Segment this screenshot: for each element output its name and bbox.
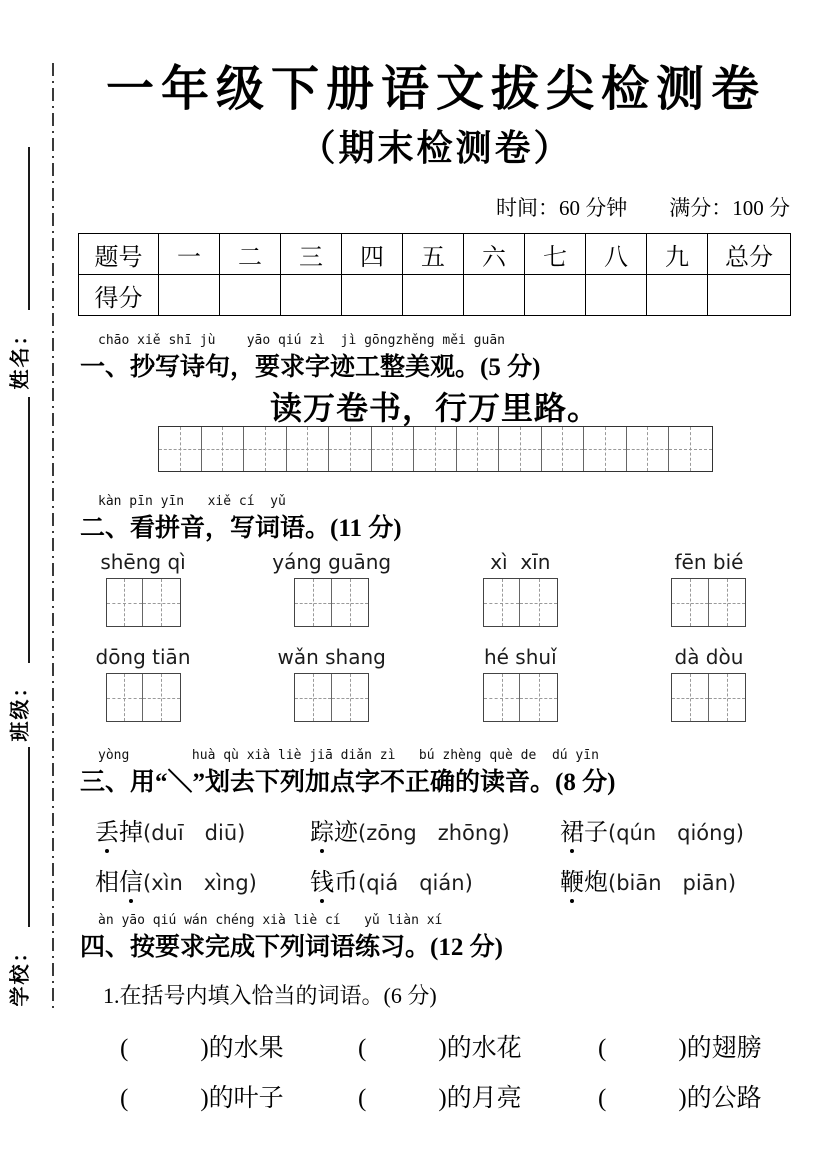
- score-header-cell: 四: [342, 234, 403, 275]
- paren-open: (: [358, 1035, 367, 1062]
- score-cell: [464, 275, 525, 316]
- pinyin-word-row-1: [100, 550, 747, 627]
- score-table-header-row: [79, 234, 791, 275]
- tianzi-cell: [709, 674, 746, 721]
- pinyin-writebox: [483, 578, 558, 627]
- fill-blank-item: [598, 1028, 762, 1064]
- tianzi-cell: [542, 427, 585, 471]
- pinyin-writebox: [106, 578, 181, 627]
- dotted-character: 丢: [95, 812, 119, 847]
- dotted-character: 钱: [310, 862, 334, 897]
- tianzi-cell: [287, 427, 330, 471]
- score-cell: [647, 275, 708, 316]
- pinyin-word-column: [482, 645, 558, 722]
- tianzi-cell: [295, 579, 332, 626]
- reading-choice-row-2: [95, 862, 775, 896]
- dotted-character: 信: [119, 862, 143, 897]
- word-post: 迹: [334, 820, 358, 846]
- reading-choice-item: [310, 862, 473, 897]
- reading-choice-item: [560, 812, 744, 847]
- pinyin-word-column: [272, 550, 392, 627]
- score-header-cell: 三: [281, 234, 342, 275]
- score-header-cell: 五: [403, 234, 464, 275]
- word-reading: (duī diū): [143, 821, 246, 845]
- fill-blank-item: [358, 1028, 522, 1064]
- tianzi-cell: [672, 674, 709, 721]
- tianzi-cell: [143, 579, 180, 626]
- score-cell: [586, 275, 647, 316]
- score-header-cell: 一: [159, 234, 220, 275]
- fill-label: 的翅膀: [686, 1035, 762, 1062]
- pinyin-word-column: [277, 645, 386, 722]
- section-4-subtask-1: 1.在括号内填入恰当的词语。(6 分): [103, 983, 437, 1008]
- score-cell: [281, 275, 342, 316]
- tianzi-cell: [520, 674, 557, 721]
- page-subtitle: （期末检测卷）: [299, 127, 573, 168]
- word-reading: (xìn xìng): [143, 871, 257, 895]
- fill-label: 的公路: [686, 1085, 762, 1112]
- pinyin-word: dà dòu: [674, 645, 744, 669]
- score-header-cell: 六: [464, 234, 525, 275]
- copy-writing-grid: [158, 426, 713, 472]
- fill-blank-item: [120, 1028, 284, 1064]
- word-post: 子: [584, 820, 608, 846]
- tianzi-cell: [414, 427, 457, 471]
- score-table-score-row: [79, 275, 791, 316]
- reading-choice-row-1: [95, 812, 775, 846]
- section-1-heading: 一、抄写诗句，要求字迹工整美观。(5 分): [80, 354, 541, 381]
- tianzi-cell: [709, 579, 746, 626]
- class-blank-line: [28, 397, 30, 663]
- pinyin-writebox: [671, 673, 746, 722]
- dotted-character: 鞭: [560, 862, 584, 897]
- score-cell: [342, 275, 403, 316]
- word-post: 掉: [119, 820, 143, 846]
- tianzi-cell: [484, 674, 521, 721]
- tianzi-cell: [669, 427, 712, 471]
- tianzi-cell: [295, 674, 332, 721]
- reading-choice-item: [95, 862, 257, 897]
- pinyin-word: xì xīn: [490, 550, 551, 574]
- tianzi-cell: [107, 674, 144, 721]
- tianzi-cell: [143, 674, 180, 721]
- word-pre: 相: [95, 870, 119, 896]
- section-2-pinyin: kàn pīn yīn xiě cí yǔ: [98, 494, 286, 509]
- pinyin-word: shēng qì: [100, 550, 186, 574]
- fill-blank-row-1: [120, 1028, 800, 1062]
- section-3-pinyin: yòng huà qù xià liè jiā diǎn zì bú zhèng què de dú yīn: [98, 748, 599, 763]
- paren-open: (: [120, 1035, 129, 1062]
- score-table: [78, 233, 791, 316]
- score-cell: [403, 275, 464, 316]
- tianzi-cell: [244, 427, 287, 471]
- word-reading: (biān piān): [608, 871, 737, 895]
- score-header-cell: 题号: [79, 234, 159, 275]
- pinyin-word: hé shuǐ: [483, 645, 557, 669]
- tianzi-cell: [499, 427, 542, 471]
- score-header-cell: 二: [220, 234, 281, 275]
- tianzi-cell: [332, 579, 369, 626]
- school-label: 学校：: [9, 940, 32, 1007]
- pinyin-word-column: [100, 550, 186, 627]
- tianzi-cell: [107, 579, 144, 626]
- section-4-heading: 四、按要求完成下列词语练习。(12 分): [80, 934, 503, 961]
- score-cell: [525, 275, 586, 316]
- section-2-heading: 二、看拼音，写词语。(11 分): [80, 515, 402, 542]
- fill-label: 的叶子: [208, 1085, 284, 1112]
- section-4-pinyin: àn yāo qiú wán chéng xià liè cí yǔ liàn xí: [98, 913, 443, 928]
- pinyin-writebox: [671, 578, 746, 627]
- pinyin-writebox: [483, 673, 558, 722]
- school-blank-line: [28, 747, 30, 927]
- fill-label: 的月亮: [446, 1085, 522, 1112]
- tianzi-cell: [484, 579, 521, 626]
- tianzi-cell: [584, 427, 627, 471]
- score-header-cell: 七: [525, 234, 586, 275]
- tianzi-cell: [672, 579, 709, 626]
- pinyin-word-column: [95, 645, 191, 722]
- paren-close: ): [678, 1035, 687, 1062]
- word-reading: (qún qióng): [608, 821, 744, 845]
- name-label: 姓名：: [9, 323, 32, 390]
- fill-blank-item: [598, 1078, 762, 1114]
- paren-close: ): [200, 1085, 209, 1112]
- pinyin-word: fēn bié: [674, 550, 744, 574]
- paren-close: ): [438, 1035, 447, 1062]
- word-reading: (zōng zhōng): [358, 821, 510, 845]
- fill-blank-item: [120, 1078, 284, 1114]
- word-reading: (qiá qián): [358, 871, 473, 895]
- fill-blank-item: [358, 1078, 522, 1114]
- exam-meta: 时间：60 分钟 满分：100 分: [496, 196, 790, 220]
- paren-open: (: [120, 1085, 129, 1112]
- class-label: 班级：: [9, 675, 32, 742]
- pinyin-writebox: [294, 673, 369, 722]
- fill-blank-row-2: [120, 1078, 800, 1112]
- tianzi-cell: [332, 674, 369, 721]
- pinyin-word-column: [671, 550, 747, 627]
- paren-close: ): [438, 1085, 447, 1112]
- score-header-cell: 总分: [708, 234, 791, 275]
- pinyin-word: wǎn shang: [277, 645, 386, 669]
- pinyin-writebox: [294, 578, 369, 627]
- score-cell: [708, 275, 791, 316]
- score-header-cell: 九: [647, 234, 708, 275]
- paren-close: ): [678, 1085, 687, 1112]
- pinyin-word-column: [482, 550, 558, 627]
- copy-sentence: 读万卷书，行万里路。: [269, 390, 600, 426]
- fill-label: 的水花: [446, 1035, 522, 1062]
- fill-label: 的水果: [208, 1035, 284, 1062]
- tianzi-cell: [457, 427, 500, 471]
- score-cell: [159, 275, 220, 316]
- pinyin-word: yáng guāng: [272, 550, 392, 574]
- name-blank-line: [28, 147, 30, 310]
- score-header-cell: 八: [586, 234, 647, 275]
- score-row-label: 得分: [79, 275, 159, 316]
- paren-close: ): [200, 1035, 209, 1062]
- pinyin-word-row-2: [95, 645, 747, 722]
- pinyin-word: dōng tiān: [95, 645, 191, 669]
- word-post: 币: [334, 870, 358, 896]
- binding-dashdot-line: [52, 63, 54, 1010]
- tianzi-cell: [520, 579, 557, 626]
- score-cell: [220, 275, 281, 316]
- paren-open: (: [358, 1085, 367, 1112]
- pinyin-word-column: [671, 645, 747, 722]
- tianzi-cell: [372, 427, 415, 471]
- dotted-character: 踪: [310, 812, 334, 847]
- tianzi-cell: [159, 427, 202, 471]
- section-1-pinyin: chāo xiě shī jù yāo qiú zì jì gōngzhěng měi guān: [98, 333, 505, 348]
- reading-choice-item: [560, 862, 736, 897]
- pinyin-writebox: [106, 673, 181, 722]
- reading-choice-item: [95, 812, 245, 847]
- paren-open: (: [598, 1085, 607, 1112]
- section-3-heading: 三、用“＼”划去下列加点字不正确的读音。(8 分): [80, 769, 616, 796]
- page-title: 一年级下册语文拔尖检测卷: [105, 63, 766, 116]
- reading-choice-item: [310, 812, 510, 847]
- tianzi-cell: [329, 427, 372, 471]
- dotted-character: 裙: [560, 812, 584, 847]
- paren-open: (: [598, 1035, 607, 1062]
- word-post: 炮: [584, 870, 608, 896]
- tianzi-cell: [627, 427, 670, 471]
- tianzi-cell: [202, 427, 245, 471]
